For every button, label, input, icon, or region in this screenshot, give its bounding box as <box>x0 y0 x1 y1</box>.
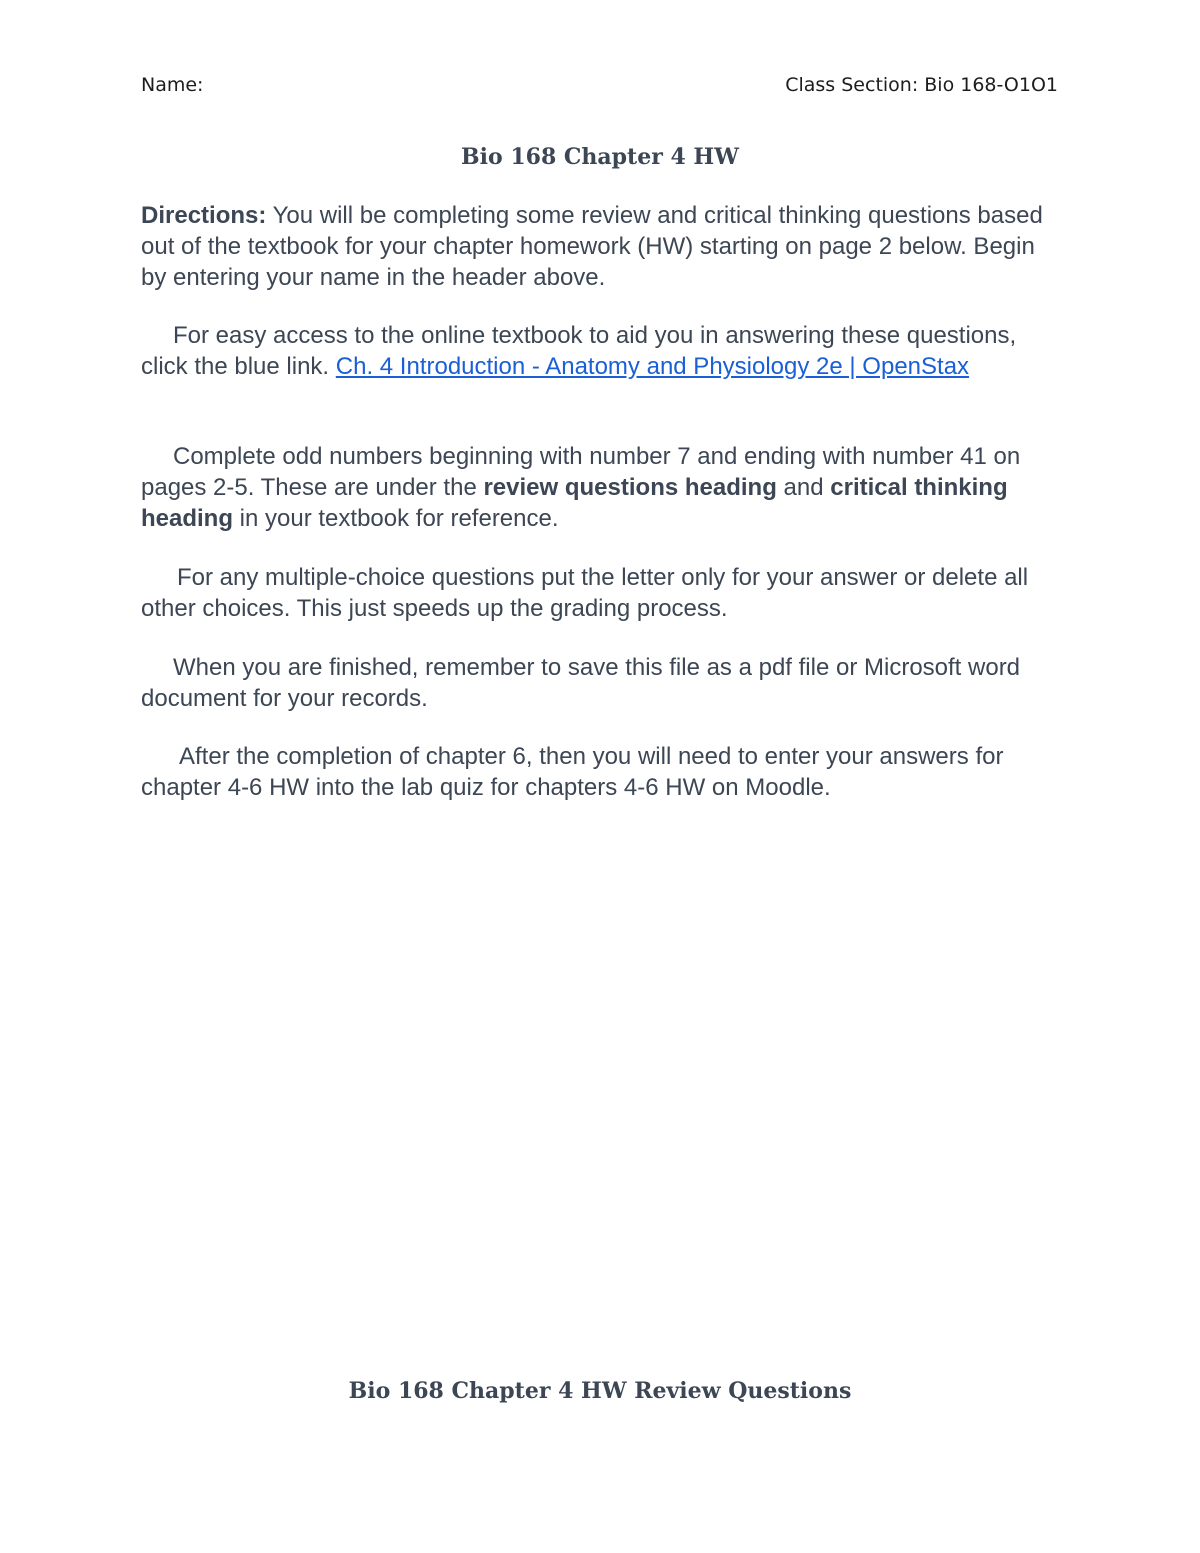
access-paragraph <box>141 320 1061 382</box>
save-paragraph: When you are finished, remember to save this file as a pdf file or Microsoft word document for your records. <box>141 654 1021 712</box>
openstax-link[interactable]: Ch. 4 Introduction - Anatomy and Physiology 2e | OpenStax <box>335 353 970 380</box>
complete-text-3: in your textbook for reference. <box>233 505 559 532</box>
critical-thinking-heading-text: critical thinking heading <box>141 474 1008 532</box>
header-name-label: Name: <box>141 74 204 96</box>
directions-label: Directions: <box>141 202 267 229</box>
complete-text-2: and <box>776 474 831 501</box>
multiple-choice-paragraph: For any multiple-choice questions put the letter only for your answer or delete all other choices. This just speeds up the grading process. <box>141 564 1029 622</box>
header-class-section: Class Section: Bio 168-O1O1 <box>785 74 1058 96</box>
review-questions-title: Bio 168 Chapter 4 HW Review Questions <box>348 1378 852 1404</box>
access-text: For easy access to the online textbook to aid you in answering these questions, click the blue link. <box>141 322 1017 380</box>
directions-text: You will be completing some review and critical thinking questions based out of the textbook for your chapter homework (HW) starting on page 2 below. Begin by entering your name in the header above. <box>141 202 1043 291</box>
after-paragraph: After the completion of chapter 6, then you will need to enter your answers for chapter 4-6 HW into the lab quiz for chapters 4-6 HW on Moodle. <box>141 743 1004 801</box>
review-questions-heading-text: review questions heading <box>483 474 777 501</box>
complete-paragraph <box>141 441 1061 534</box>
document-title: Bio 168 Chapter 4 HW <box>461 144 739 170</box>
complete-text-1: Complete odd numbers beginning with number 7 and ending with number 41 on pages 2-5. These are under the <box>141 443 1021 501</box>
directions-paragraph <box>141 200 1061 293</box>
